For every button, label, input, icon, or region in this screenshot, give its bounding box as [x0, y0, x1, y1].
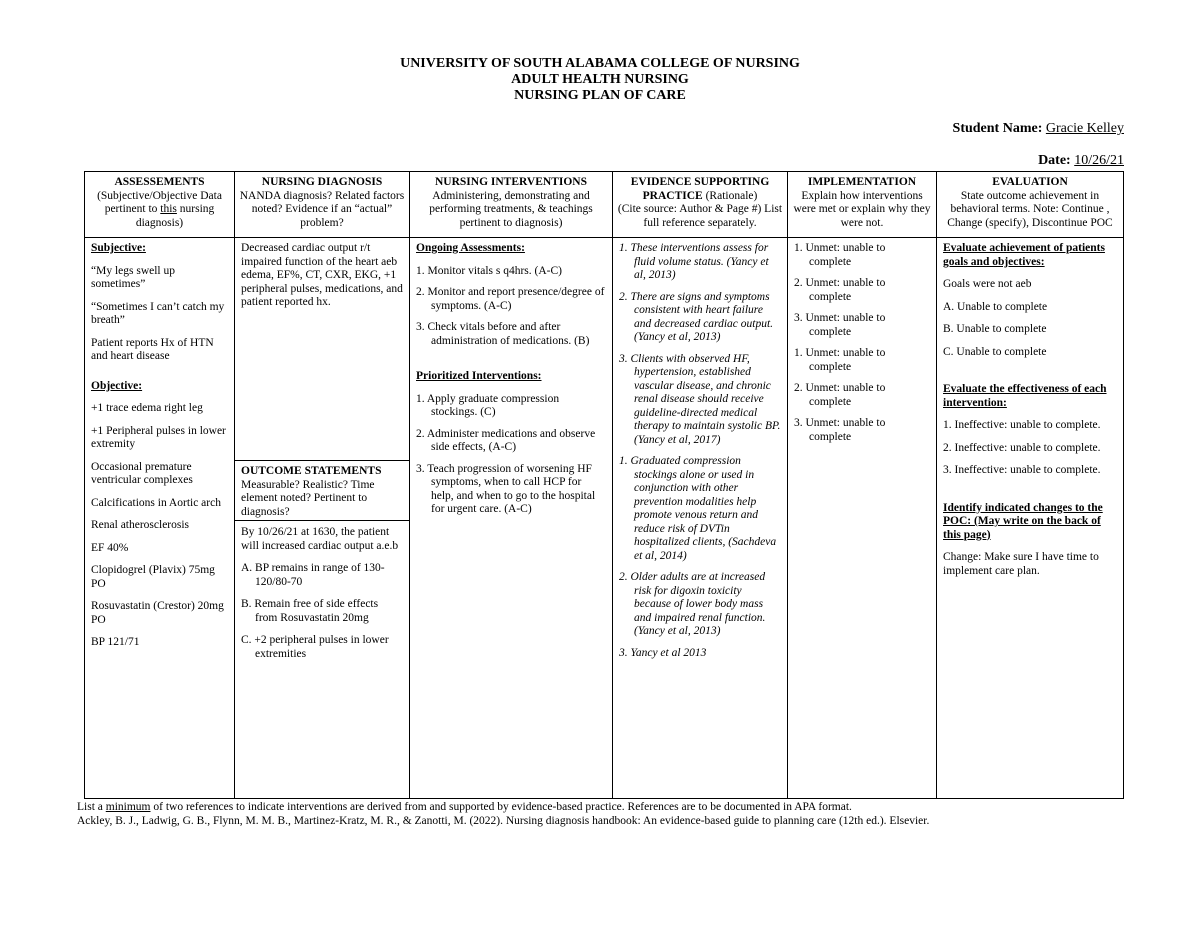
- date-value: 10/26/21: [1074, 153, 1124, 168]
- goals-text: Goals were not aeb: [943, 278, 1032, 290]
- diagnosis-column: [234, 172, 409, 798]
- ongoing-item: 3. Check vitals before and after administration of medications. (B): [416, 321, 590, 347]
- outcome-body: [235, 522, 409, 798]
- diagnosis-text: Decreased cardiac output r/t impaired function of the heart aeb edema, EF%, CT, CXR, EKG, +1 peripheral pulses, medications, and patient reported hx.: [241, 242, 403, 308]
- assessment-subtitle-a: (Subjective/Objective Data pertinent to: [97, 189, 222, 215]
- implementation-body: [788, 238, 936, 798]
- implementation-item: 3. Unmet: unable to complete: [794, 417, 886, 443]
- objective-item: +1 trace edema right leg: [91, 402, 203, 414]
- outcome-title: OUTCOME STATEMENTS: [241, 465, 382, 477]
- outcome-header: [235, 460, 409, 521]
- references-instruction-u: minimum: [105, 801, 151, 813]
- header-document-title: NURSING PLAN OF CARE: [514, 88, 686, 103]
- effectiveness-item: 1. Ineffective: unable to complete.: [943, 419, 1101, 431]
- assessment-subtitle: [88, 190, 231, 231]
- evidence-header: [613, 172, 787, 238]
- diagnosis-title: NURSING DIAGNOSIS: [261, 176, 383, 188]
- implementation-item: 2. Unmet: unable to complete: [794, 277, 886, 303]
- date-label: Date:: [1038, 153, 1071, 168]
- evidence-title-line: [616, 176, 784, 203]
- implementation-item: 1. Unmet: unable to complete: [794, 347, 886, 373]
- student-name-label: Student Name:: [952, 121, 1043, 136]
- references-instruction: [77, 801, 852, 815]
- objective-item: +1 Peripheral pulses in lower extremity: [91, 424, 226, 450]
- date-line: [1038, 153, 1124, 169]
- changes-label: Identify indicated changes to the POC: (May write on the back of this page): [943, 501, 1103, 541]
- prioritized-label: Prioritized Interventions:: [416, 370, 542, 382]
- evaluation-subtitle: State outcome achievement in behavioral terms. Note: Continue , Change (specify), Discontinue POC: [947, 189, 1113, 229]
- ongoing-list: [416, 265, 606, 349]
- goal-item: C. Unable to complete: [943, 345, 1047, 358]
- evidence-body: [613, 238, 787, 798]
- outcome-item: A. BP remains in range of 130-120/80-70: [241, 562, 385, 588]
- objective-item: Rosuvastatin (Crestor) 20mg PO: [91, 600, 224, 626]
- ongoing-item: 1. Monitor vitals s q4hrs. (A-C): [416, 264, 562, 277]
- subjective-label: Subjective:: [91, 242, 146, 254]
- evidence-list: [619, 242, 781, 660]
- evaluation-column: [936, 172, 1123, 798]
- evidence-item: 1. These interventions assess for fluid volume status. (Yancy et al, 2013): [619, 242, 769, 281]
- prioritized-item: 2. Administer medications and observe side effects, (A-C): [416, 427, 596, 453]
- header-course: ADULT HEALTH NURSING: [511, 72, 689, 87]
- interventions-body: [410, 238, 612, 798]
- assessment-header: [85, 172, 234, 238]
- outcome-subtitle: Measurable? Realistic? Time element noted? Pertinent to diagnosis?: [241, 478, 375, 518]
- objective-item: EF 40%: [91, 541, 129, 554]
- changes-text: Change: Make sure I have time to implement care plan.: [943, 551, 1099, 577]
- prioritized-item: 1. Apply graduate compression stockings. (C): [416, 392, 560, 418]
- prioritized-item: 3. Teach progression of worsening HF symptoms, when to call HCP for help, and when to go to the hospital for urgent care. (A-C): [416, 462, 596, 515]
- evidence-column: [612, 172, 787, 798]
- references-instruction-b: of two references to indicate interventions are derived from and supported by evidence-based practice. References are to be documented in APA format.: [150, 801, 852, 813]
- evidence-item: 1. Graduated compression stockings alone or used in conjunction with other prevention modalities help promote venous return and reduce risk of DVTin hospitalized clients, (Sachdeva et al, 2014): [619, 455, 777, 562]
- outcome-intro: By 10/26/21 at 1630, the patient will increased cardiac output a.e.b: [241, 526, 399, 552]
- goal-item: B. Unable to complete: [943, 323, 1047, 335]
- implementation-item: 3. Unmet: unable to complete: [794, 312, 886, 338]
- effectiveness-item: 3. Ineffective: unable to complete.: [943, 464, 1101, 476]
- objective-label: Objective:: [91, 379, 143, 392]
- header-university: UNIVERSITY OF SOUTH ALABAMA COLLEGE OF NURSING: [400, 56, 800, 71]
- care-plan-table: [84, 171, 1124, 799]
- interventions-title: NURSING INTERVENTIONS: [434, 176, 587, 188]
- implementation-column: [787, 172, 936, 798]
- assessment-subtitle-u: this: [160, 203, 177, 215]
- assessment-title: ASSESSEMENTS: [114, 176, 205, 188]
- subjective-item: “Sometimes I can’t catch my breath”: [91, 300, 225, 326]
- objective-item: Renal atherosclerosis: [91, 519, 190, 531]
- goals-label: Evaluate achievement of patients goals and objectives:: [943, 242, 1105, 268]
- evidence-item: 2. Older adults are at increased risk for digoxin toxicity because of lower body mass and impaired renal function. (Yancy et al, 2013): [619, 571, 766, 637]
- evaluation-body: [937, 238, 1123, 798]
- subjective-item: Patient reports Hx of HTN and heart disease: [91, 336, 214, 362]
- evidence-item: 3. Yancy et al 2013: [619, 646, 707, 659]
- assessment-subtitle-b: nursing diagnosis): [135, 203, 215, 229]
- objective-item: Calcifications in Aortic arch: [91, 496, 221, 509]
- objective-item: Clopidogrel (Plavix) 75mg PO: [91, 564, 215, 590]
- interventions-header: [410, 172, 612, 238]
- student-name-value: Gracie Kelley: [1045, 121, 1124, 136]
- effectiveness-item: 2. Ineffective: unable to complete.: [943, 441, 1101, 454]
- objective-item: BP 121/71: [91, 636, 140, 648]
- reference-citation: Ackley, B. J., Ladwig, G. B., Flynn, M. M. B., Martinez-Kratz, M. R., & Zanotti, M. (2022). Nursing diagnosis handbook: An evidence-based guide to planning care (12th ed.). Elsevier.: [77, 815, 930, 827]
- evaluation-title: EVALUATION: [992, 176, 1068, 188]
- references-instruction-a: List a: [77, 801, 106, 813]
- effectiveness-label: Evaluate the effectiveness of each intervention:: [943, 383, 1107, 409]
- objective-item: Occasional premature ventricular complexes: [91, 460, 193, 486]
- diagnosis-subtitle: NANDA diagnosis? Related factors noted? Evidence if an “actual” problem?: [239, 189, 405, 229]
- evaluation-header: [937, 172, 1123, 238]
- evidence-item: 3. Clients with observed HF, hypertension, established vascular disease, and chronic renal disease should receive guideline-directed medical therapy to maintain systolic BP. (Yancy et al, 2017): [619, 352, 781, 446]
- ongoing-label: Ongoing Assessments:: [416, 242, 525, 254]
- implementation-item: 2. Unmet: unable to complete: [794, 382, 886, 408]
- subjective-item: “My legs swell up sometimes”: [91, 264, 176, 290]
- evidence-item: 2. There are signs and symptoms consistent with heart failure and decreased cardiac output. (Yancy et al, 2013): [619, 290, 774, 343]
- interventions-column: [409, 172, 612, 798]
- implementation-title: IMPLEMENTATION: [807, 176, 917, 188]
- assessment-column: [85, 172, 234, 798]
- implementation-list: [794, 242, 930, 444]
- student-name-line: [953, 121, 1124, 137]
- prioritized-list: [416, 393, 606, 517]
- evidence-subtitle: (Cite source: Author & Page #) List full reference separately.: [617, 203, 783, 229]
- evidence-title-suffix: (Rationale): [702, 189, 758, 202]
- implementation-subtitle: Explain how interventions were met or explain why they were not.: [793, 189, 931, 229]
- outcome-item: B. Remain free of side effects from Rosuvastatin 20mg: [241, 598, 379, 624]
- evidence-title: EVIDENCE SUPPORTING PRACTICE: [630, 176, 770, 202]
- goal-item: A. Unable to complete: [943, 300, 1048, 313]
- implementation-item: 1. Unmet: unable to complete: [794, 242, 886, 268]
- interventions-subtitle: Administering, demonstrating and performing treatments, & teachings pertinent to diagnosis): [429, 189, 593, 229]
- implementation-header: [788, 172, 936, 238]
- assessment-body: [85, 238, 234, 798]
- diagnosis-header: [235, 172, 409, 238]
- ongoing-item: 2. Monitor and report presence/degree of symptoms. (A-C): [416, 286, 605, 312]
- outcome-item: C. +2 peripheral pulses in lower extremities: [241, 634, 389, 660]
